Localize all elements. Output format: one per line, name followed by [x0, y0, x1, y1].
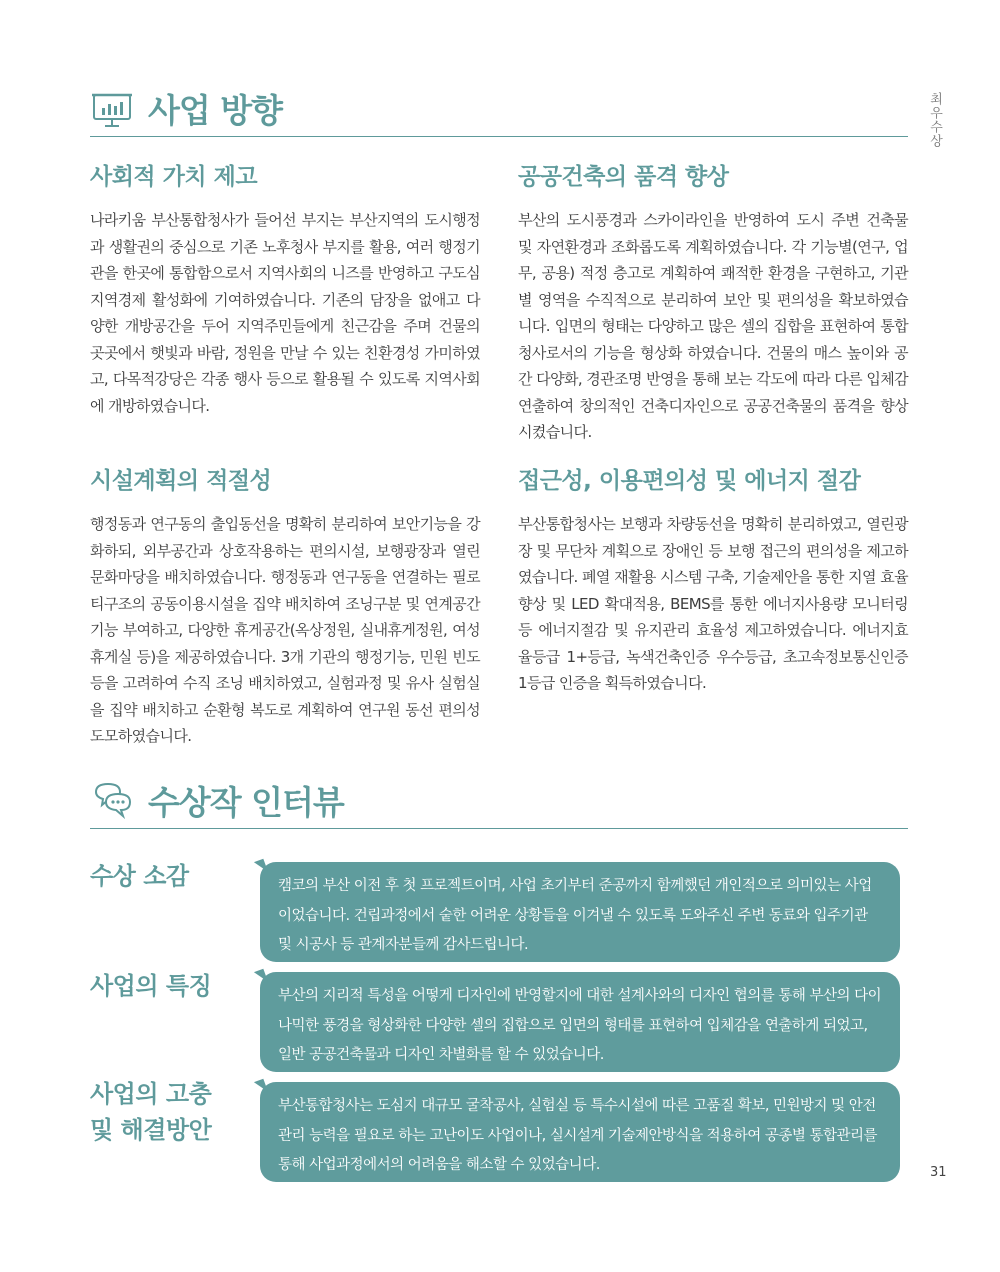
- speech-bubble-icon: [90, 778, 134, 822]
- interview-label: 사업의 특징: [90, 972, 212, 1000]
- bubble-tail: [254, 1079, 268, 1096]
- interview-answer-text: 부산의 지리적 특성을 어떻게 디자인에 반영할지에 대한 설계사와의 디자인 협의를 통해 부산의 다이나믹한 풍경을 형상화한 다양한 셀의 집합으로 입면의 형태를 표현하여 입체감을 연출하게 되었고, 일반 공공건축물과 디자인 차별화를 할 수 있었습니다.: [278, 988, 882, 1063]
- block-accessibility-energy: [518, 462, 908, 697]
- block-text: 행정동과 연구동의 출입동선을 명확히 분리하여 보안기능을 강화하되, 외부공간과 상호작용하는 편의시설, 보행광장과 열린 문화마당을 배치하였습니다. 행정동과 연구동을 연결하는 필로티구조의 공동이용시설을 집약 배치하여 조닝구분 및 연계공간 기능 부여하고, 다양한 휴게공간(옥상정원, 실내휴게정원, 여성휴게실 등)을 제공하였습니다. 3개 기관의 행정기능, 민원 빈도 등을 고려하여 수직 조닝 배치하였고, 실험과정 및 유사 실험실을 집약 배치하고 순환형 복도로 계획하여 연구원 동선 편의성 도모하였습니다.: [90, 515, 480, 745]
- block-heading: 시설계획의 적절성: [90, 468, 272, 494]
- interview-label: 수상 소감: [90, 862, 189, 890]
- interview-answer-bubble: [260, 862, 900, 962]
- block-social-value: [90, 158, 480, 419]
- block-heading: 사회적 가치 제고: [90, 164, 258, 190]
- section-title: 사업 방향: [148, 90, 283, 130]
- section-header-interview: [90, 772, 908, 829]
- block-heading: 접근성, 이용편의성 및 에너지 절감: [518, 468, 861, 494]
- bubble-tail: [254, 969, 268, 986]
- block-text: 부산의 도시풍경과 스카이라인을 반영하여 도시 주변 건축물 및 자연환경과 조화롭도록 계획하였습니다. 각 기능별(연구, 업무, 공용) 적정 층고로 계획하여 쾌적한 환경을 구현하고, 기관별 영역을 수직적으로 분리하여 보안 및 편의성을 확보하였습니다. 입면의 형태는 다양하고 많은 셀의 집합을 표현하여 통합청사로서의 기능을 형상화 하였습니다. 건물의 매스 높이와 공간 다양화, 경관조명 반영을 통해 보는 각도에 따라 다른 입체감 연출하여 창의적인 건축디자인으로 공공건축물의 품격을 향상시켰습니다.: [518, 211, 908, 441]
- section-title: 수상작 인터뷰: [148, 782, 344, 822]
- page-number: 31: [930, 1165, 947, 1180]
- bubble-tail: [254, 859, 268, 876]
- block-heading: 공공건축의 품격 향상: [518, 164, 729, 190]
- block-facility-planning: [90, 462, 480, 750]
- interview-answer-text: 부산통합청사는 도심지 대규모 굴착공사, 실험실 등 특수시설에 따른 고품질 확보, 민원방지 및 안전관리 능력을 필요로 하는 고난이도 사업이나, 실시설계 기술제안방식을 적용하여 공종별 통합관리를 통해 사업과정에서의 어려움을 해소할 수 있었습니다.: [278, 1098, 877, 1173]
- section-header-business-direction: [90, 80, 908, 137]
- side-label: 최우수상: [927, 92, 942, 148]
- interview-answer-bubble: [260, 972, 900, 1072]
- block-text: 부산통합청사는 보행과 차량동선을 명확히 분리하였고, 열린광장 및 무단차 계획으로 장애인 등 보행 접근의 편의성을 제고하였습니다. 폐열 재활용 시스템 구축, 기술제안을 통한 지열 효율 향상 및 LED 확대적용, BEMS를 통한 에너지사용량 모니터링 등 에너지절감 및 유지관리 효율성 제고하였습니다. 에너지효율등급 1+등급, 녹색건축인증 우수등급, 초고속정보통신인증 1등급 인증을 획득하였습니다.: [518, 515, 908, 692]
- interview-answer-bubble: [260, 1082, 900, 1182]
- presentation-board-icon: [90, 86, 134, 130]
- interview-answer-text: 캠코의 부산 이전 후 첫 프로젝트이며, 사업 초기부터 준공까지 함께했던 개인적으로 의미있는 사업이었습니다. 건립과정에서 숱한 어려운 상황들을 이겨낼 수 있도록 도와주신 주변 동료와 입주기관 및 시공사 등 관계자분들께 감사드립니다.: [278, 878, 872, 953]
- block-public-architecture: [518, 158, 908, 446]
- block-text: 나라키움 부산통합청사가 들어선 부지는 부산지역의 도시행정과 생활권의 중심으로 기존 노후청사 부지를 활용, 여러 행정기관을 한곳에 통합함으로서 지역사회의 니즈를 반영하고 구도심 지역경제 활성화에 기여하였습니다. 기존의 담장을 없애고 다양한 개방공간을 두어 지역주민들에게 친근감을 주며 건물의 곳곳에서 햇빛과 바람, 정원을 만날 수 있는 친환경성 가미하였고, 다목적강당은 각종 행사 등으로 활용될 수 있도록 지역사회에 개방하였습니다.: [90, 211, 480, 415]
- interview-label: 사업의 고충 및 해결방안: [90, 1080, 212, 1144]
